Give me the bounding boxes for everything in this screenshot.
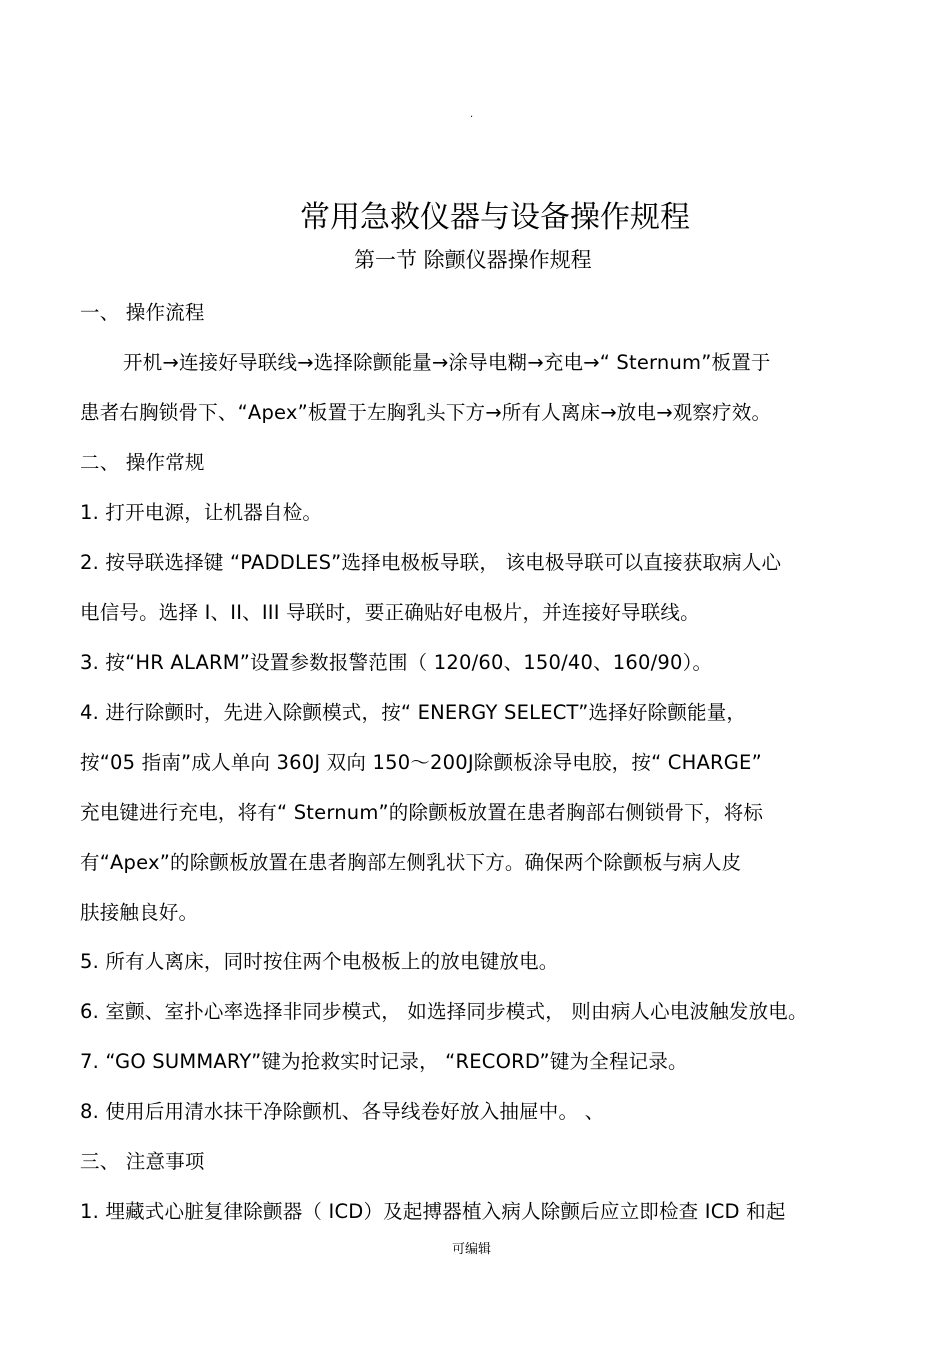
list-item: 5. 所有人离床，同时按住两个电极板上的放电键放电。 xyxy=(80,950,559,973)
page-footer: 可编辑 xyxy=(452,1242,492,1257)
note-item: 1. 埋藏式心脏复律除颤器（ ICD）及起搏器植入病人除颤后应立即检查 ICD 和起 xyxy=(80,1200,786,1223)
list-item: 2. 按导联选择键 “PADDLES”选择电极板导联， 该电极导联可以直接获取病人心 xyxy=(80,551,782,574)
section-heading-2: 二、 操作常规 xyxy=(80,451,205,474)
list-item: 4. 进行除颤时，先进入除颤模式，按“ ENERGY SELECT”选择好除颤能量， xyxy=(80,701,747,724)
list-item-continuation: 肤接触良好。 xyxy=(80,901,199,924)
section-heading-1: 一、 操作流程 xyxy=(80,301,205,324)
list-item: 3. 按“HR ALARM”设置参数报警范围（ 120/60、150/40、160/90）。 xyxy=(80,651,713,674)
list-item: 7. “GO SUMMARY”键为抢救实时记录， “RECORD”键为全程记录。 xyxy=(80,1050,688,1073)
list-item-continuation: 有“Apex”的除颤板放置在患者胸部左侧乳状下方。确保两个除颤板与病人皮 xyxy=(80,851,742,874)
list-item: 6. 室颤、室扑心率选择非同步模式， 如选择同步模式， 则由病人心电波触发放电。 xyxy=(80,1000,808,1023)
paragraph-line: 开机→连接好导联线→选择除颤能量→涂导电糊→充电→“ Sternum”板置于 xyxy=(123,351,771,374)
list-item-continuation: 电信号。选择 I、II、III 导联时，要正确贴好电极片，并连接好导联线。 xyxy=(80,601,700,624)
section-heading-3: 三、 注意事项 xyxy=(80,1150,205,1173)
list-item: 1. 打开电源，让机器自检。 xyxy=(80,501,323,524)
list-item: 8. 使用后用清水抹干净除颤机、各导线卷好放入抽屉中。 、 xyxy=(80,1100,605,1123)
header-mark: · xyxy=(470,112,474,123)
paragraph-line: 患者右胸锁骨下、“Apex”板置于左胸乳头下方→所有人离床→放电→观察疗效。 xyxy=(80,401,772,424)
page-title: 常用急救仪器与设备操作规程 xyxy=(300,200,690,235)
section-subtitle: 第一节 除颤仪器操作规程 xyxy=(354,248,592,272)
list-item-continuation: 按“05 指南”成人单向 360J 双向 150～200J除颤板涂导电胶，按“ CHARGE” xyxy=(80,751,762,774)
list-item-continuation: 充电键进行充电，将有“ Sternum”的除颤板放置在患者胸部右侧锁骨下，将标 xyxy=(80,801,764,824)
